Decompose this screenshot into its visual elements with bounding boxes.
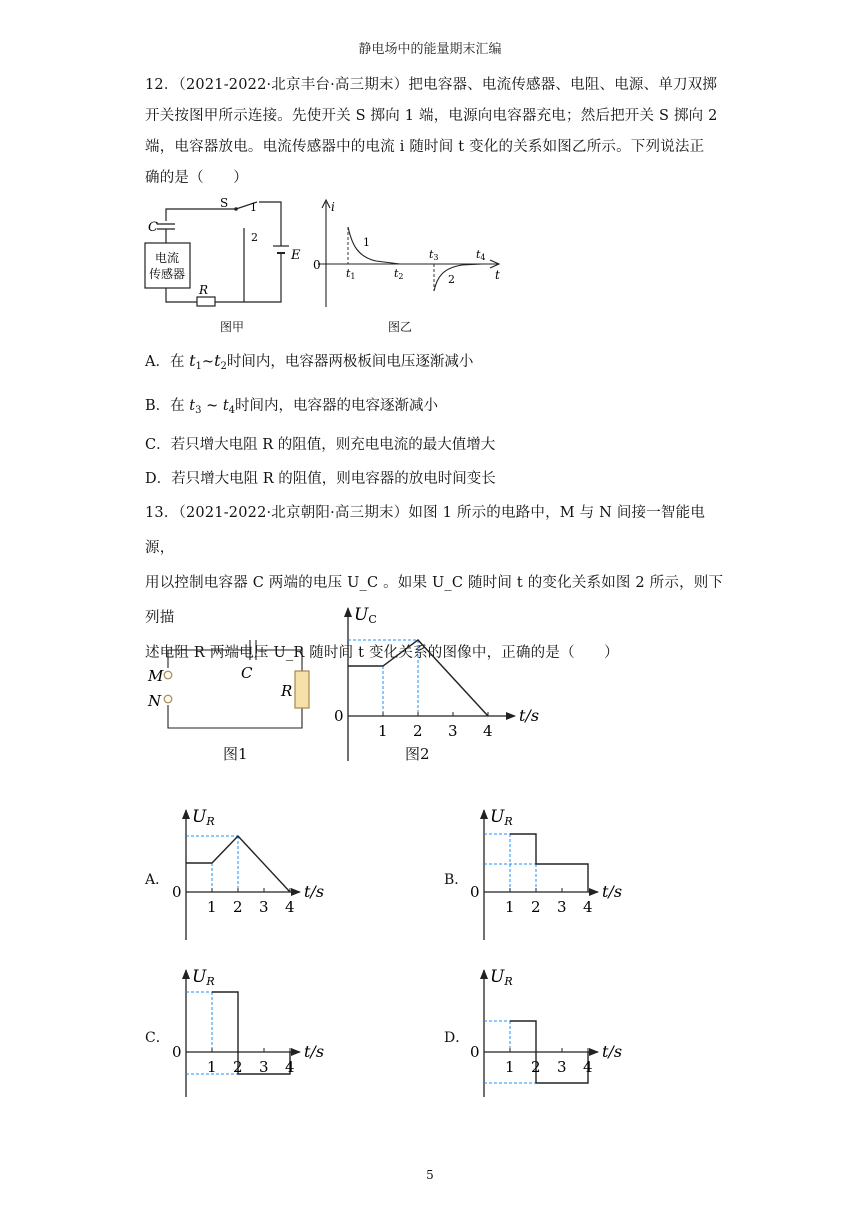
y-axis-arrow bbox=[182, 809, 190, 819]
q12-axis-t: t bbox=[495, 268, 500, 282]
x-axis-label: t/s bbox=[602, 1042, 623, 1061]
plot-line bbox=[510, 834, 588, 892]
tick-label: 2 bbox=[531, 1058, 541, 1076]
y-axis-arrow bbox=[182, 969, 190, 979]
q13-label-M: M bbox=[148, 667, 164, 685]
q12-label-2: 2 bbox=[251, 231, 258, 244]
tick-label: 4 bbox=[285, 898, 295, 916]
tick-label: 2 bbox=[413, 722, 423, 740]
q13-option-a[interactable]: A． bbox=[145, 872, 170, 888]
q13-uc-graph bbox=[330, 600, 540, 740]
tick-label: 3 bbox=[557, 1058, 567, 1076]
tick-label: 3 bbox=[448, 722, 458, 740]
q13-option-d[interactable]: D． bbox=[444, 1030, 470, 1046]
tick-label-0: 0 bbox=[172, 1043, 182, 1061]
q12-line-4: 确的是（ ） bbox=[145, 170, 248, 186]
q12-origin: 0 bbox=[313, 258, 321, 272]
q12-option-a[interactable]: A．在 $t_1\sim t_2$时间内，电容器两极板间电压逐渐减小 bbox=[145, 351, 474, 372]
tick-label: 1 bbox=[505, 1058, 515, 1076]
tick-label: 2 bbox=[531, 898, 541, 916]
y-axis-label: UR bbox=[192, 807, 215, 828]
q12-label-S: S bbox=[220, 196, 229, 210]
x-axis-arrow bbox=[506, 712, 516, 720]
q12-circuit-diagram bbox=[140, 195, 300, 325]
q13-line-2: 用以控制电容器 C 两端的电压 U_C 。如果 U_C 随时间 t 的变化关系如图 2 所示，则下列描 bbox=[145, 575, 724, 626]
q13-option-c[interactable]: C． bbox=[145, 1030, 170, 1046]
tick-label: 4 bbox=[583, 1058, 593, 1076]
x-axis-arrow bbox=[291, 888, 301, 896]
q13-circuit-diagram bbox=[140, 630, 320, 740]
tick-label: 4 bbox=[483, 722, 493, 740]
q13-label-N: N bbox=[148, 692, 162, 710]
tick-label: 1 bbox=[505, 898, 515, 916]
tick-label: 4 bbox=[285, 1058, 295, 1076]
q12-sensor-line1: 电流 bbox=[154, 251, 180, 265]
q12-line-3: 端，电容器放电。电流传感器中的电流 i 随时间 t 变化的关系如图乙所示。下列说法正 bbox=[145, 139, 705, 155]
q13-option-d-graph[interactable] bbox=[468, 960, 638, 1105]
plot-line bbox=[212, 992, 290, 1074]
y-axis-label: UR bbox=[490, 967, 513, 988]
q13-resistor bbox=[295, 671, 309, 708]
tick-label: 2 bbox=[233, 1058, 243, 1076]
tick-label: 4 bbox=[583, 898, 593, 916]
q12-label-E: E bbox=[291, 248, 301, 263]
page-header: 静电场中的能量期末汇编 bbox=[358, 42, 502, 57]
q12-sensor-line2: 传感器 bbox=[148, 267, 186, 281]
y-axis-label: UR bbox=[192, 967, 215, 988]
tick-label: 1 bbox=[207, 1058, 217, 1076]
tick-label: 2 bbox=[233, 898, 243, 916]
q12-line-2: 开关按图甲所示连接。先使开关 S 掷向 1 端，电源向电容器充电；然后把开关 S 掷向 2 bbox=[145, 108, 718, 124]
q13-label-C: C bbox=[241, 664, 253, 682]
q12-label-C: C bbox=[148, 220, 158, 235]
x-axis-arrow bbox=[589, 1048, 599, 1056]
q13-option-b-graph[interactable] bbox=[468, 800, 638, 945]
q12-fig-jia-caption: 图甲 bbox=[220, 320, 245, 334]
tick-label: 3 bbox=[259, 898, 269, 916]
y-axis-label: UC bbox=[354, 605, 377, 626]
q12-current-graph bbox=[310, 197, 510, 312]
tick-label: 1 bbox=[378, 722, 388, 740]
q12-curve-1: 1 bbox=[363, 236, 370, 249]
q12-label-R: R bbox=[199, 283, 209, 297]
tick-label: 3 bbox=[557, 898, 567, 916]
q13-fig2-caption: 图2 bbox=[405, 745, 430, 763]
q12-line-1: 12．（2021-2022·北京丰台·高三期末）把电容器、电流传感器、电阻、电源、单刀双掷 bbox=[145, 77, 718, 93]
tick-label-0: 0 bbox=[172, 883, 182, 901]
x-axis-label: t/s bbox=[519, 706, 540, 725]
y-axis-arrow bbox=[344, 607, 352, 617]
q13-option-b[interactable]: B． bbox=[444, 872, 469, 888]
y-axis-arrow bbox=[480, 969, 488, 979]
q12-stem bbox=[145, 70, 730, 194]
q12-t3: t3 bbox=[429, 248, 439, 262]
q12-fig-yi-caption: 图乙 bbox=[388, 320, 413, 334]
tick-label: 3 bbox=[259, 1058, 269, 1076]
x-axis-label: t/s bbox=[304, 882, 325, 901]
q13-label-R: R bbox=[281, 682, 293, 700]
tick-label-0: 0 bbox=[470, 883, 480, 901]
tick-label-0: 0 bbox=[470, 1043, 480, 1061]
q13-option-c-graph[interactable] bbox=[170, 960, 340, 1105]
q12-axis-i: i bbox=[331, 200, 335, 214]
x-axis-arrow bbox=[291, 1048, 301, 1056]
q12-option-c[interactable]: C．若只增大电阻 R 的阻值，则充电电流的最大值增大 bbox=[145, 437, 496, 453]
q12-option-d[interactable]: D．若只增大电阻 R 的阻值，则电容器的放电时间变长 bbox=[145, 471, 496, 487]
q12-curve-2: 2 bbox=[448, 273, 455, 286]
x-axis-arrow bbox=[589, 888, 599, 896]
y-axis-arrow bbox=[480, 809, 488, 819]
x-axis-label: t/s bbox=[602, 882, 623, 901]
q13-line-3: 述电阻 R 两端电压 U_R 随时间 t 变化关系的图像中，正确的是（ ） bbox=[145, 645, 619, 661]
y-axis-label: UR bbox=[490, 807, 513, 828]
q12-t2: t2 bbox=[394, 267, 404, 281]
q12-t4: t4 bbox=[476, 248, 486, 262]
q12-option-b[interactable]: B．在 $t_3$ ~ $t_4$时间内，电容器的电容逐渐减小 bbox=[145, 398, 439, 416]
q13-fig1-caption: 图1 bbox=[223, 745, 248, 763]
q12-label-1: 1 bbox=[250, 201, 257, 214]
tick-label-0: 0 bbox=[334, 707, 344, 725]
q13-option-a-graph[interactable] bbox=[170, 800, 340, 945]
q13-line-1: 13．（2021-2022·北京朝阳·高三期末）如图 1 所示的电路中，M 与 N 间接一智能电源， bbox=[145, 505, 706, 556]
tick-label: 1 bbox=[207, 898, 217, 916]
q12-t1: t1 bbox=[346, 267, 356, 281]
page-number: 5 bbox=[426, 1168, 434, 1182]
x-axis-label: t/s bbox=[304, 1042, 325, 1061]
